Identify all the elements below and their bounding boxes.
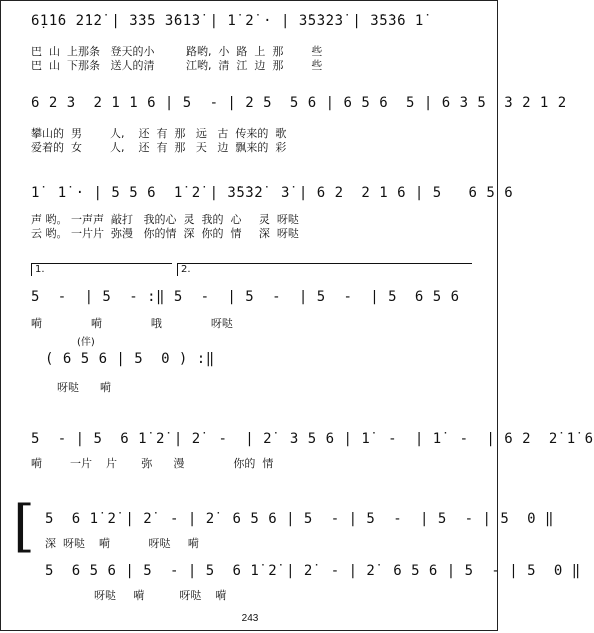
- system-3-notes: 1̇ 1̇ · | 5 5 6 1̇ 2̇ | 3̇5̇3̇2̇ 3̇ | 6 2 2 1 6 | 5 6 5 6: [31, 185, 514, 201]
- system-4-lyrics: 嗬 嗬 哦 呀哒: [31, 317, 233, 330]
- system-2-notes: 6 2 3 2 1 1 6 | 5 - | 2 5 5 6 | 6 5 6 5 | 6 3 5 3 2 1 2: [31, 95, 567, 111]
- system-2-lyrics-verse-1: 攀山的 男 人, 还 有 那 远 古 传来的 歌: [31, 127, 287, 140]
- system-7-brace: [: [13, 494, 35, 559]
- second-ending-label: 2.: [181, 264, 191, 275]
- system-7-lower-lyrics: 呀哒 嗬 呀哒 嗬: [45, 589, 227, 602]
- system-7-upper-notes: 5 6 1̇ 2̇ | 2̇ - | 2̇ 6 5 6 | 5 - | 5 - | 5 - | 5 0 ‖: [45, 511, 554, 527]
- system-3-lyrics-verse-1: 声 哟。 一声声 敲打 我的心 灵 我的 心 灵 呀哒: [31, 213, 299, 226]
- first-ending-bracket: [31, 263, 172, 276]
- system-7-upper-lyrics: 深 呀哒 嗬 呀哒 嗬: [45, 537, 199, 550]
- system-6-notes: 5 - | 5 6 1̇ 2̇ | 2̇ - | 2̇ 3 5 6 | 1̇ - | 1̇ - | 6 2 2̇ 1̇ 6: [31, 431, 594, 447]
- accompaniment-label: (伴): [77, 337, 95, 348]
- system-4-notes: 5 - | 5 - :‖ 5 - | 5 - | 5 - | 5 6 5 6: [31, 289, 460, 305]
- system-7-lower-notes: 5 6 5 6 | 5 - | 5 6 1̇ 2̇ | 2̇ - | 2̇ 6 5 6 | 5 - | 5 0 ‖: [45, 563, 581, 579]
- system-1-notes: 6̣1̇1̇6 2̇1̇2̇ | 3̇3̇5 3̇6̇1̇3̇ | 1̇ 2̇ · | 3̇5̇3̇2̇3̇ | 3̇5̇3̇6 1̇: [31, 13, 424, 29]
- system-1-lyrics-verse-2: 巴 山 下那条 送人的清 江哟, 清 江 边 那 些: [31, 59, 323, 72]
- first-ending-label: 1.: [35, 264, 45, 275]
- system-5-notes: ( 6 5 6 | 5 0 ) :‖: [45, 351, 215, 367]
- second-ending-bracket: [177, 263, 472, 276]
- system-3-lyrics-verse-2: 云 哟。 一片片 弥漫 你的情 深 你的 情 深 呀哒: [31, 227, 299, 240]
- system-5-lyrics: 呀哒 嗬: [57, 381, 111, 394]
- system-6-lyrics: 嗬 一片 片 弥 漫 你的 情: [31, 457, 274, 470]
- system-2-lyrics-verse-2: 爱着的 女 人, 还 有 那 天 边 飘来的 彩: [31, 141, 287, 154]
- page-number: 243: [241, 613, 259, 624]
- system-1-lyrics-verse-1: 巴 山 上那条 登天的小 路哟, 小 路 上 那 些: [31, 45, 323, 58]
